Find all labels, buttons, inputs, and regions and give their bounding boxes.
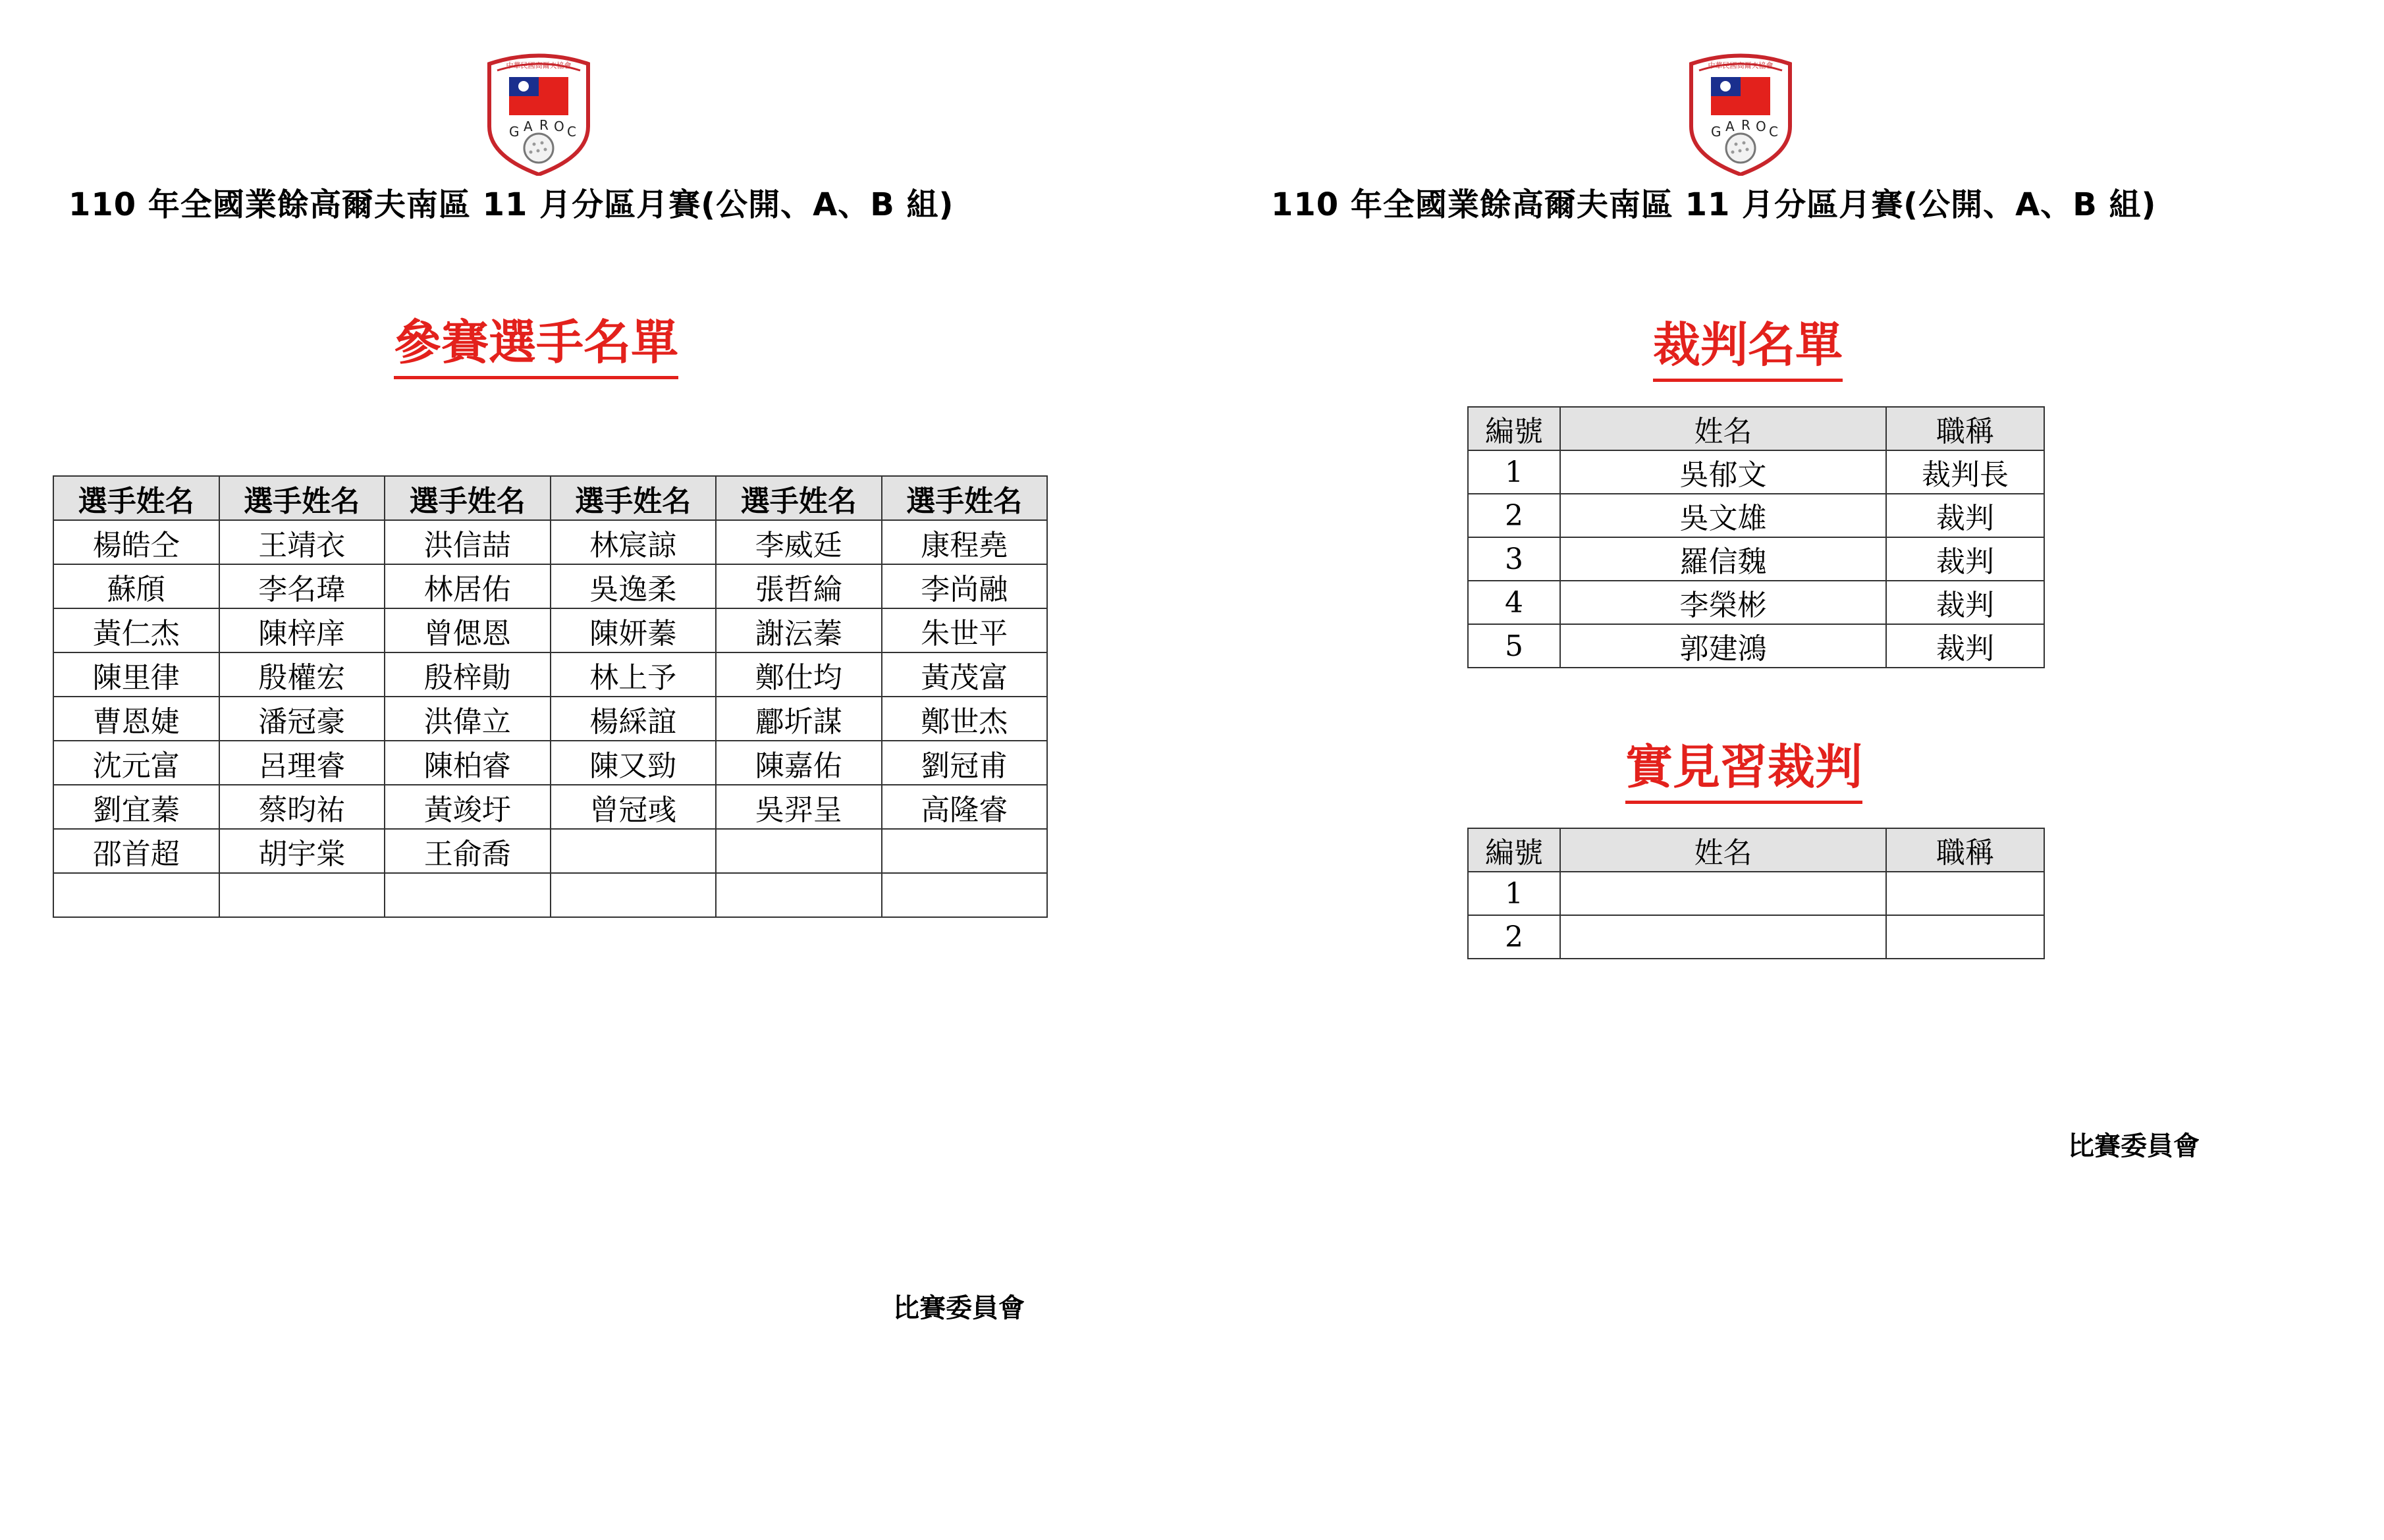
- player-name-cell: 殷梓勛: [385, 652, 551, 697]
- title-underline: [1653, 379, 1843, 382]
- table-row: [53, 873, 1047, 917]
- table-row: [53, 520, 1047, 564]
- player-name-cell: 黃仁杰: [53, 608, 219, 652]
- number-cell: 2: [1468, 494, 1560, 537]
- table-row: [1468, 624, 2044, 668]
- player-name-cell: 黃茂富: [882, 652, 1048, 697]
- name-cell: [1560, 915, 1886, 959]
- number-cell: 3: [1468, 537, 1560, 581]
- column-header: 選手姓名: [53, 476, 219, 520]
- player-name-cell: 劉宜蓁: [53, 785, 219, 829]
- garoc-logo-right: [1685, 51, 1797, 176]
- column-header: 編號: [1468, 828, 1560, 872]
- committee-signature-left: 比賽委員會: [893, 1293, 1025, 1323]
- column-header: 職稱: [1886, 828, 2044, 872]
- player-name-cell: [716, 829, 882, 873]
- name-cell: 羅信魏: [1560, 537, 1886, 581]
- player-name-cell: 陳里律: [53, 652, 219, 697]
- player-name-cell: 林宸諒: [551, 520, 717, 564]
- number-cell: 2: [1468, 915, 1560, 959]
- player-name-cell: 曾偲恩: [385, 608, 551, 652]
- column-header: 姓名: [1560, 828, 1886, 872]
- name-cell: 吳郁文: [1560, 450, 1886, 494]
- trainees-section-title-text: 實見習裁判: [1625, 739, 1863, 795]
- referees-table: [1467, 406, 2045, 668]
- number-cell: 1: [1468, 450, 1560, 494]
- player-name-cell: 陳妍蓁: [551, 608, 717, 652]
- player-name-cell: [219, 873, 385, 917]
- player-name-cell: 李威廷: [716, 520, 882, 564]
- player-name-cell: 林上予: [551, 652, 717, 697]
- player-name-cell: 曹恩婕: [53, 697, 219, 741]
- table-row: [53, 785, 1047, 829]
- logo-letter: A: [1725, 119, 1735, 134]
- referees-section-title: [1653, 307, 1843, 375]
- table-header-row: [1468, 828, 2044, 872]
- table-header-row: [53, 476, 1047, 520]
- player-name-cell: 陳柏睿: [385, 741, 551, 785]
- player-name-cell: 曾冠彧: [551, 785, 717, 829]
- player-name-cell: 洪偉立: [385, 697, 551, 741]
- svg-text:中華民國高爾夫協會: 中華民國高爾夫協會: [506, 61, 572, 70]
- player-name-cell: 邵首超: [53, 829, 219, 873]
- title-underline: [394, 376, 678, 379]
- title-cell: 裁判: [1886, 624, 2044, 668]
- title-cell: 裁判: [1886, 537, 2044, 581]
- player-name-cell: 陳嘉佑: [716, 741, 882, 785]
- logo-letter: R: [539, 117, 549, 133]
- player-name-cell: 蘇頎: [53, 564, 219, 608]
- table-row: [1468, 494, 2044, 537]
- player-name-cell: 謝沄蓁: [716, 608, 882, 652]
- player-name-cell: 胡宇棠: [219, 829, 385, 873]
- name-cell: 郭建鴻: [1560, 624, 1886, 668]
- trainees-section-title: [1625, 729, 1862, 797]
- number-cell: 4: [1468, 581, 1560, 624]
- players-section-title-text: 參賽選手名單: [394, 315, 679, 370]
- logo-letter: G: [509, 124, 520, 140]
- column-header: 選手姓名: [716, 476, 882, 520]
- player-name-cell: [551, 829, 717, 873]
- table-header-row: [1468, 407, 2044, 450]
- table-row: [1468, 537, 2044, 581]
- logo-letter: A: [524, 119, 533, 134]
- player-name-cell: 林居佑: [385, 564, 551, 608]
- table-row: [1468, 915, 2044, 959]
- table-row: [1468, 581, 2044, 624]
- name-cell: [1560, 872, 1886, 915]
- name-cell: 吳文雄: [1560, 494, 1886, 537]
- player-name-cell: [53, 873, 219, 917]
- column-header: 選手姓名: [551, 476, 717, 520]
- players-table: [53, 475, 1048, 918]
- player-name-cell: 王俞喬: [385, 829, 551, 873]
- number-cell: 5: [1468, 624, 1560, 668]
- player-name-cell: 楊皓仝: [53, 520, 219, 564]
- logo-letter: R: [1741, 117, 1750, 133]
- player-name-cell: [716, 873, 882, 917]
- player-name-cell: 康程堯: [882, 520, 1048, 564]
- table-row: [1468, 872, 2044, 915]
- column-header: 選手姓名: [385, 476, 551, 520]
- title-underline: [1625, 801, 1862, 804]
- table-row: [53, 564, 1047, 608]
- column-header: 職稱: [1886, 407, 2044, 450]
- player-name-cell: 吳逸柔: [551, 564, 717, 608]
- player-name-cell: 劉冠甫: [882, 741, 1048, 785]
- player-name-cell: 陳梓庠: [219, 608, 385, 652]
- player-name-cell: [882, 829, 1048, 873]
- player-name-cell: 殷權宏: [219, 652, 385, 697]
- name-cell: 李榮彬: [1560, 581, 1886, 624]
- player-name-cell: 李名瑋: [219, 564, 385, 608]
- player-name-cell: 酈圻謀: [716, 697, 882, 741]
- player-name-cell: 洪信喆: [385, 520, 551, 564]
- event-title-left: 110 年全國業餘高爾夫南區 11 月分區月賽(公開、A、B 組): [68, 186, 954, 223]
- title-cell: 裁判: [1886, 581, 2044, 624]
- trainees-table: [1467, 828, 2045, 959]
- table-row: [53, 608, 1047, 652]
- table-row: [53, 829, 1047, 873]
- player-name-cell: 張哲綸: [716, 564, 882, 608]
- player-name-cell: [882, 873, 1048, 917]
- referees-section-title-text: 裁判名單: [1653, 317, 1843, 373]
- player-name-cell: 楊綵誼: [551, 697, 717, 741]
- logo-letter: G: [1711, 124, 1721, 140]
- player-name-cell: 李尚融: [882, 564, 1048, 608]
- title-cell: 裁判: [1886, 494, 2044, 537]
- player-name-cell: 高隆睿: [882, 785, 1048, 829]
- title-cell: 裁判長: [1886, 450, 2044, 494]
- player-name-cell: [385, 873, 551, 917]
- title-cell: [1886, 915, 2044, 959]
- committee-signature-right: 比賽委員會: [2068, 1131, 2200, 1161]
- player-name-cell: [551, 873, 717, 917]
- logo-letter: C: [567, 124, 576, 140]
- number-cell: 1: [1468, 872, 1560, 915]
- player-name-cell: 陳又勁: [551, 741, 717, 785]
- logo-letter: O: [1756, 119, 1766, 134]
- player-name-cell: 呂理睿: [219, 741, 385, 785]
- table-row: [53, 652, 1047, 697]
- svg-text:中華民國高爾夫協會: 中華民國高爾夫協會: [1708, 61, 1774, 70]
- table-row: [1468, 450, 2044, 494]
- column-header: 選手姓名: [882, 476, 1048, 520]
- garoc-logo-left: [483, 51, 595, 176]
- player-name-cell: 朱世平: [882, 608, 1048, 652]
- table-row: [53, 697, 1047, 741]
- player-name-cell: 鄭世杰: [882, 697, 1048, 741]
- player-name-cell: 吳羿呈: [716, 785, 882, 829]
- column-header: 姓名: [1560, 407, 1886, 450]
- title-cell: [1886, 872, 2044, 915]
- event-title-right: 110 年全國業餘高爾夫南區 11 月分區月賽(公開、A、B 組): [1271, 186, 2157, 223]
- player-name-cell: 王靖衣: [219, 520, 385, 564]
- player-name-cell: 鄭仕均: [716, 652, 882, 697]
- player-name-cell: 沈元富: [53, 741, 219, 785]
- player-name-cell: 蔡昀祐: [219, 785, 385, 829]
- column-header: 選手姓名: [219, 476, 385, 520]
- column-header: 編號: [1468, 407, 1560, 450]
- logo-letter: C: [1769, 124, 1778, 140]
- table-row: [53, 741, 1047, 785]
- player-name-cell: 黃竣圩: [385, 785, 551, 829]
- players-section-title: [394, 304, 678, 373]
- logo-letter: O: [554, 119, 564, 134]
- player-name-cell: 潘冠豪: [219, 697, 385, 741]
